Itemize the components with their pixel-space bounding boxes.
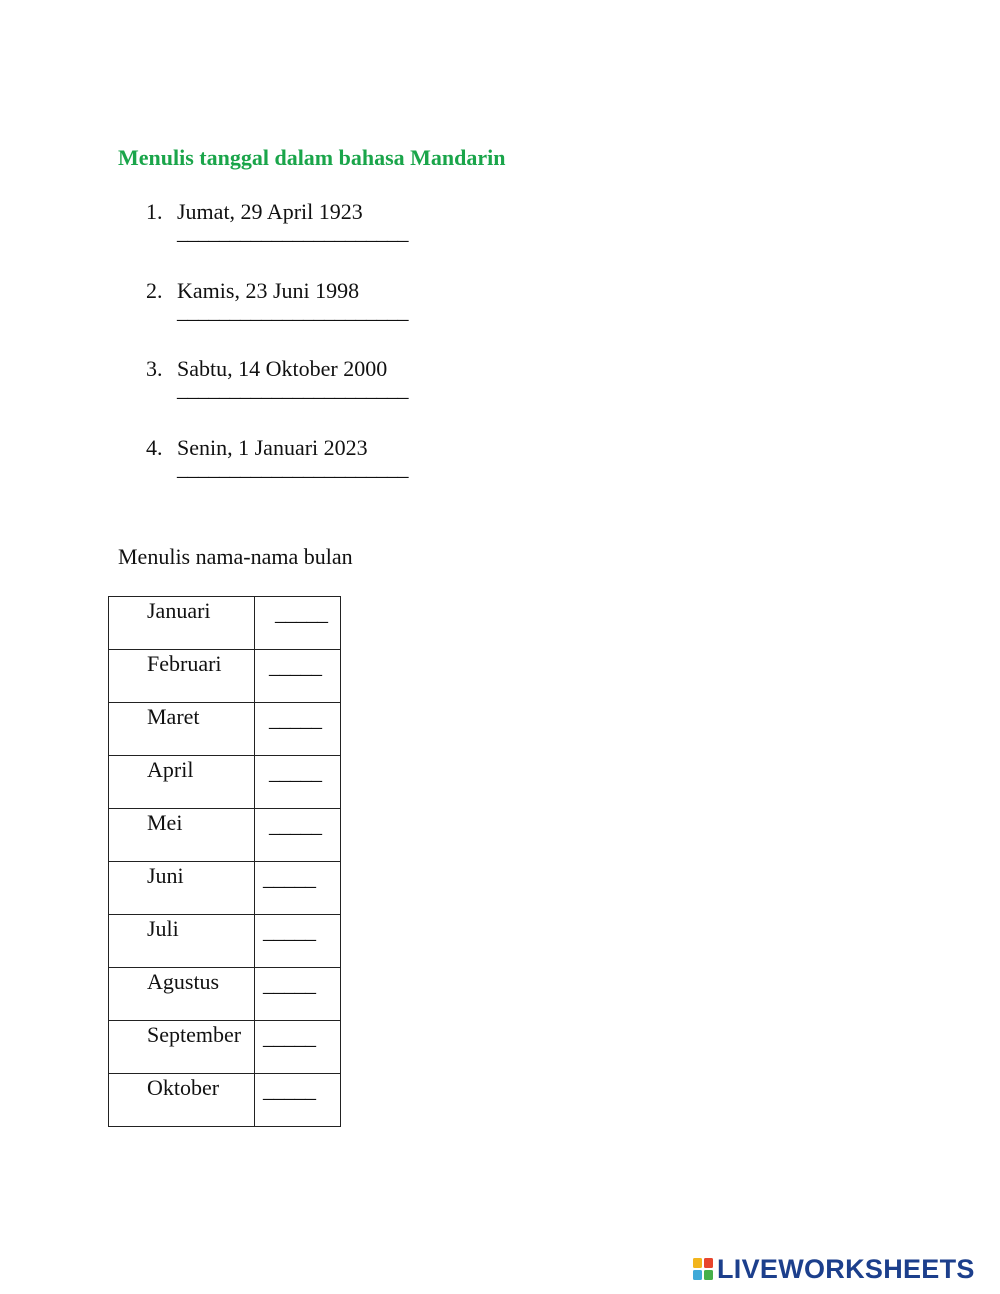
month-name: Januari (147, 598, 211, 623)
list-item (146, 355, 408, 401)
month-answer-blank[interactable]: _____ (275, 600, 328, 625)
month-answer-blank[interactable]: _____ (269, 759, 322, 784)
table-row (109, 756, 341, 809)
table-row (109, 650, 341, 703)
month-answer-blank[interactable]: _____ (263, 865, 316, 890)
list-item (146, 277, 408, 323)
month-name: Februari (147, 651, 222, 676)
table-row (109, 1074, 341, 1127)
item-text: Senin, 1 Januari 2023 (177, 435, 368, 460)
liveworksheets-logo-icon (693, 1258, 713, 1280)
table-row (109, 968, 341, 1021)
item-text: Sabtu, 14 Oktober 2000 (177, 356, 388, 381)
item-number: 1. (146, 199, 163, 224)
month-name: Juni (147, 863, 184, 888)
table-row (109, 915, 341, 968)
month-name: April (147, 757, 194, 782)
table-row (109, 862, 341, 915)
month-name: Agustus (147, 969, 220, 994)
answer-line[interactable]: ______________________ (177, 298, 408, 323)
answer-line[interactable]: ______________________ (177, 455, 408, 480)
list-item (146, 434, 408, 480)
month-answer-blank[interactable]: _____ (263, 1024, 316, 1049)
answer-line[interactable]: ______________________ (177, 219, 408, 244)
page-title: Menulis tanggal dalam bahasa Mandarin (118, 145, 506, 170)
item-number: 4. (146, 435, 163, 460)
month-answer-blank[interactable]: _____ (263, 971, 316, 996)
month-name: Juli (147, 916, 179, 941)
item-number: 3. (146, 356, 163, 381)
month-answer-blank[interactable]: _____ (269, 706, 322, 731)
item-text: Kamis, 23 Juni 1998 (177, 278, 360, 303)
month-name: Oktober (147, 1075, 220, 1100)
answer-line[interactable]: ______________________ (177, 376, 408, 401)
month-answer-blank[interactable]: _____ (263, 918, 316, 943)
table-row (109, 597, 341, 650)
table-row (109, 703, 341, 756)
item-number: 2. (146, 278, 163, 303)
month-answer-blank[interactable]: _____ (269, 653, 322, 678)
table-row (109, 1021, 341, 1074)
liveworksheets-logo (693, 1254, 975, 1284)
month-answer-blank[interactable]: _____ (269, 812, 322, 837)
month-name: September (147, 1022, 242, 1047)
table-row (109, 809, 341, 862)
months-section-title: Menulis nama-nama bulan (118, 544, 353, 569)
logo-text: LIVEWORKSHEETS (717, 1253, 975, 1284)
month-name: Mei (147, 810, 183, 835)
months-table (108, 596, 341, 1127)
month-answer-blank[interactable]: _____ (263, 1077, 316, 1102)
list-item (146, 198, 408, 244)
item-text: Jumat, 29 April 1923 (177, 199, 363, 224)
month-name: Maret (147, 704, 200, 729)
